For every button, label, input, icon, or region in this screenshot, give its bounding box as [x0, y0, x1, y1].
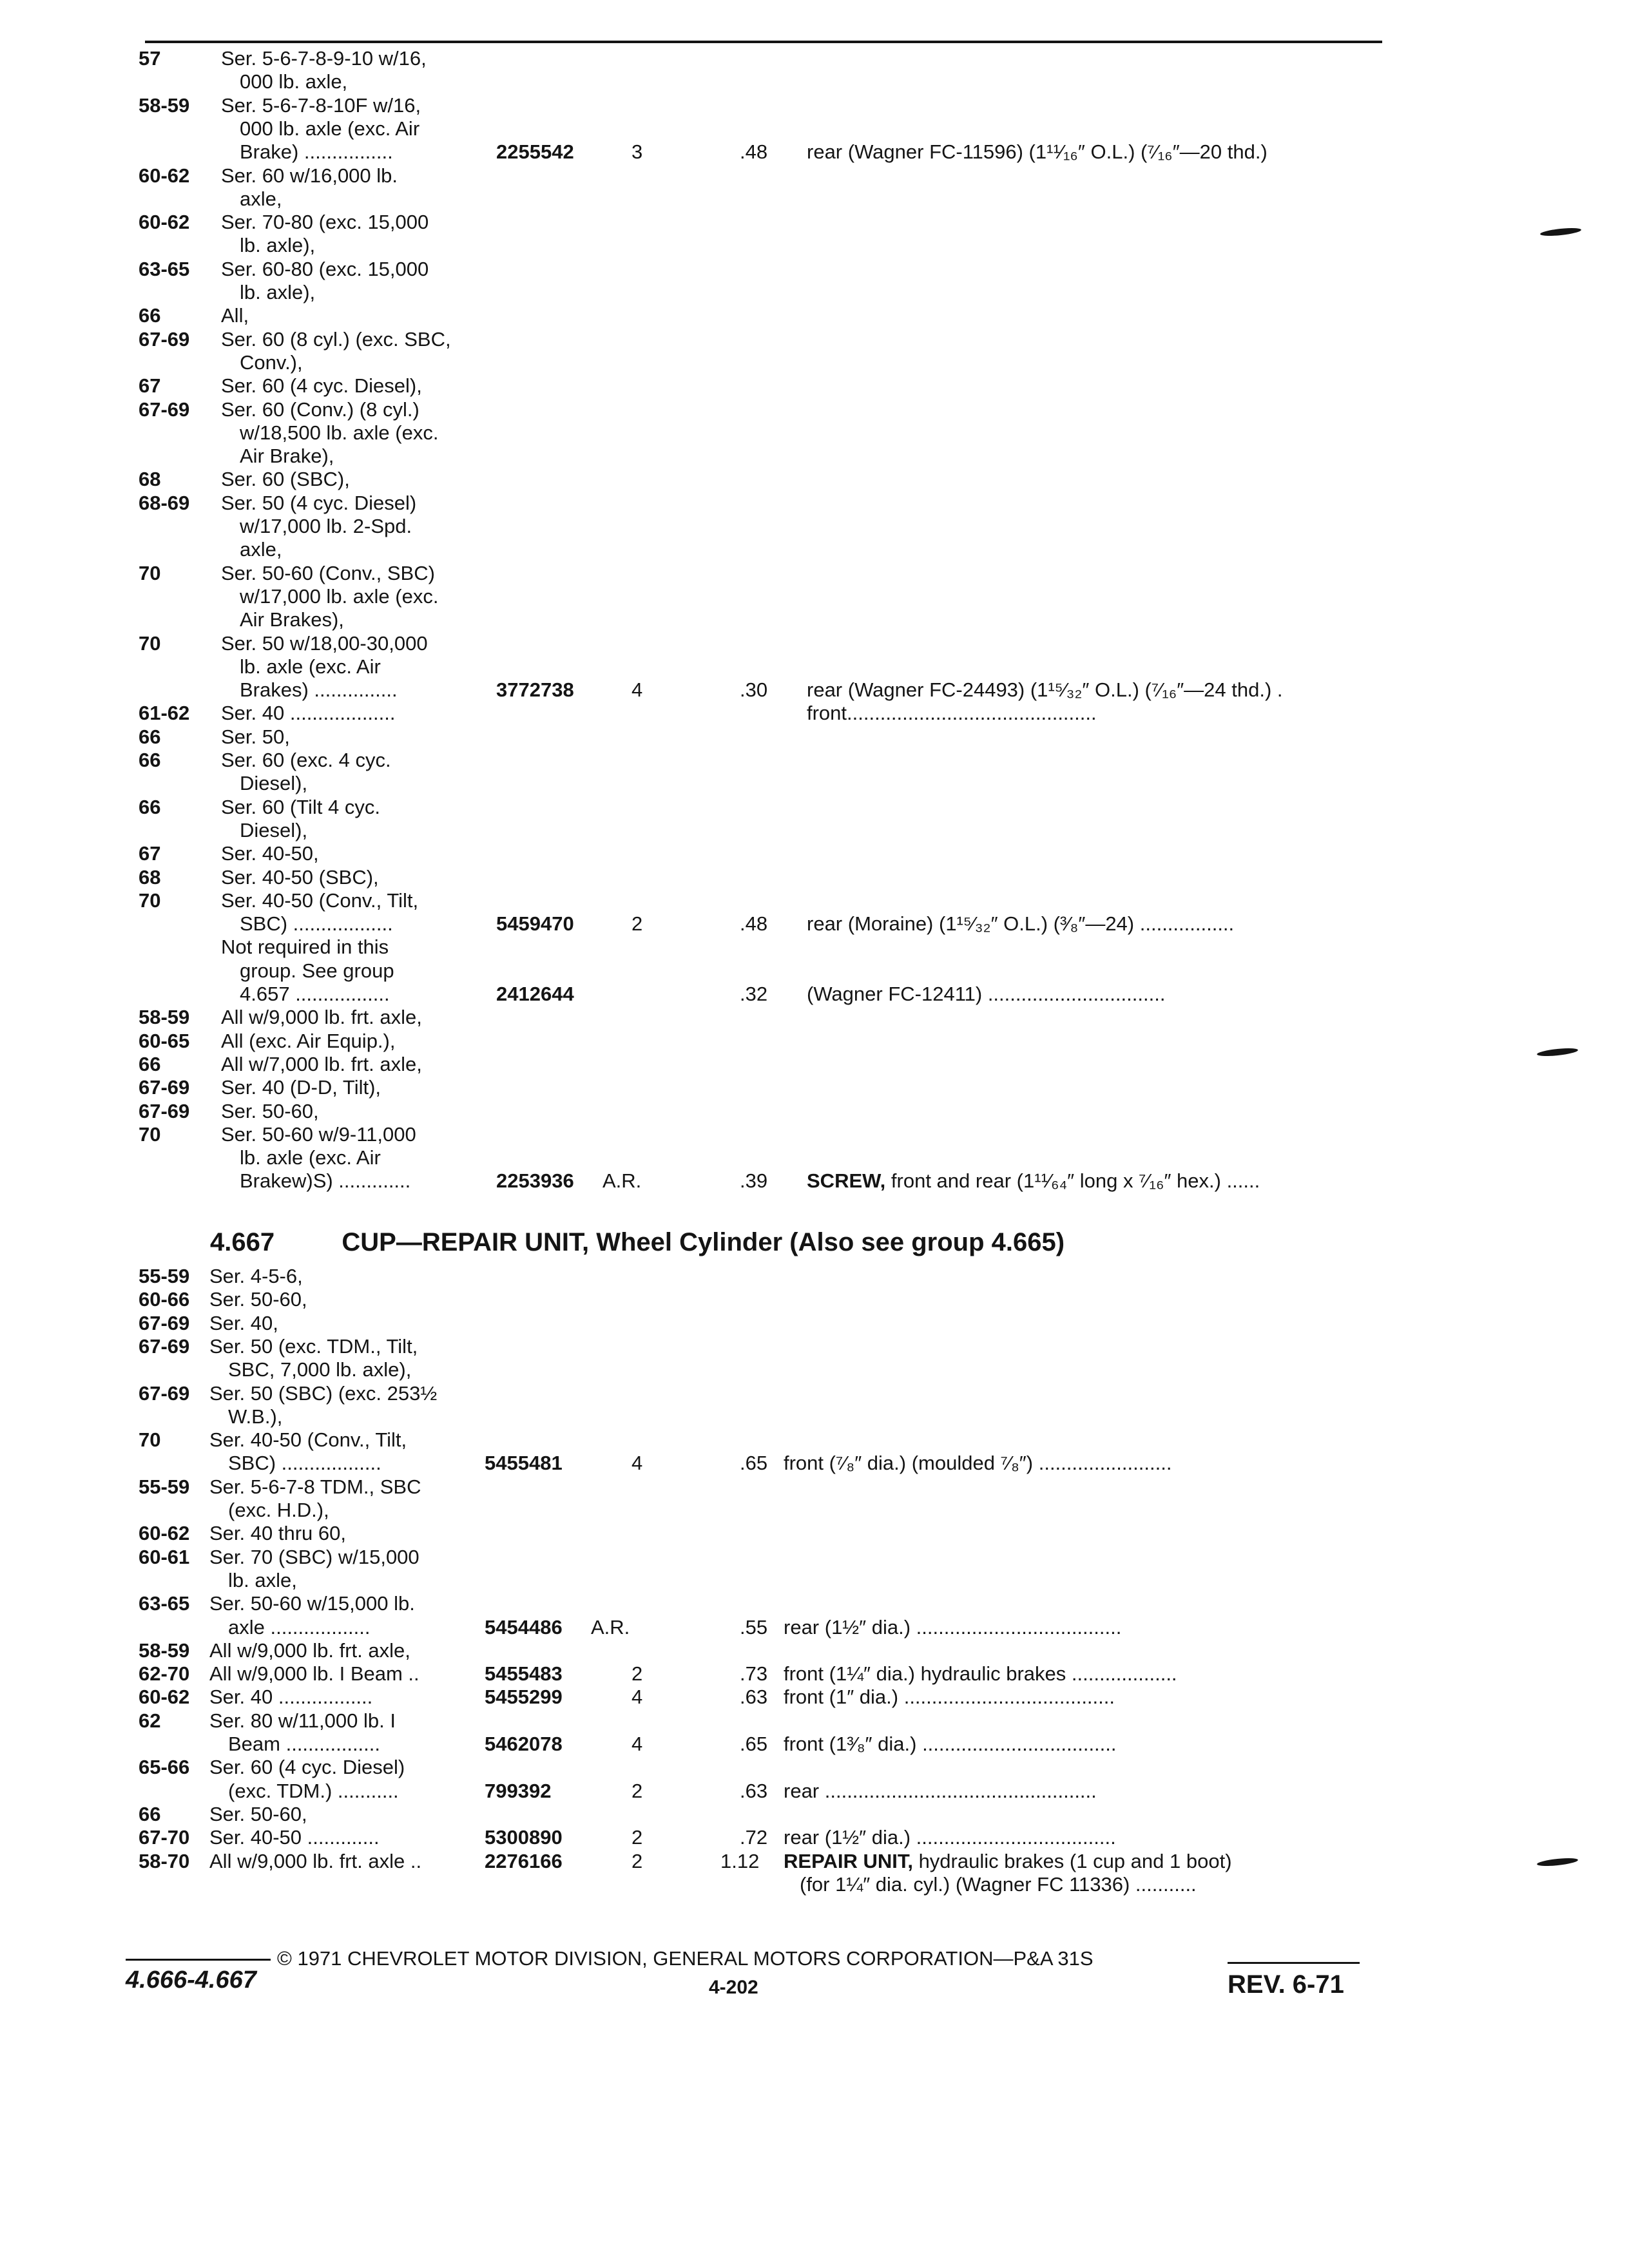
- list-price: .55: [740, 1615, 768, 1639]
- application-text: All w/9,000 lb. frt. axle ..: [209, 1849, 422, 1872]
- application-text: axle ..................: [228, 1615, 371, 1639]
- application-text: Ser. 60 (4 cyc. Diesel),: [221, 374, 422, 398]
- part-description: front (1″ dia.) ......................................: [784, 1686, 1115, 1709]
- list-price: .63: [740, 1779, 768, 1802]
- application-text: Ser. 40 .................: [209, 1686, 373, 1709]
- part-description: rear (Moraine) (1¹⁵⁄₃₂″ O.L.) (³⁄₈″—24) .................: [807, 912, 1235, 936]
- list-price: .30: [740, 678, 768, 702]
- model-year: 62: [139, 1709, 161, 1732]
- quantity: 2: [631, 1826, 643, 1849]
- footer-revision: REV. 6-71: [1228, 1970, 1344, 1999]
- application-text: Ser. 60 (exc. 4 cyc.: [221, 749, 391, 771]
- application-text: lb. axle),: [240, 234, 316, 257]
- model-year: 70: [139, 1122, 161, 1146]
- application-text: Brakew)S) .............: [240, 1169, 411, 1193]
- part-number: 2253936: [496, 1169, 574, 1193]
- application-text: group. See group: [240, 959, 394, 982]
- list-price: .32: [740, 983, 768, 1005]
- application-text: Ser. 50-60 (Conv., SBC): [221, 561, 435, 584]
- part-number: 5462078: [485, 1733, 563, 1755]
- model-year: 65-66: [139, 1756, 190, 1779]
- part-number: 3772738: [496, 678, 574, 702]
- application-text: Ser. 40 ...................: [221, 702, 396, 725]
- application-text: All,: [221, 304, 249, 327]
- part-number: 5459470: [496, 912, 574, 936]
- model-year: 70: [139, 1428, 161, 1452]
- model-year: 66: [139, 304, 161, 327]
- model-year: 60-62: [139, 164, 190, 187]
- quantity: 2: [631, 912, 643, 936]
- list-price: .73: [740, 1662, 768, 1686]
- application-text: w/18,500 lb. axle (exc.: [240, 421, 439, 444]
- model-year: 63-65: [139, 1592, 190, 1615]
- scan-mark-2: [1537, 1047, 1579, 1058]
- application-text: (exc. TDM.) ...........: [228, 1779, 399, 1802]
- application-text: Ser. 50-60 w/9-11,000: [221, 1122, 416, 1146]
- application-text: (exc. H.D.),: [228, 1499, 329, 1521]
- application-text: SBC) ..................: [228, 1452, 381, 1475]
- part-number: 5455481: [485, 1452, 563, 1475]
- part-number: 5455483: [485, 1662, 563, 1686]
- section-title: CUP—REPAIR UNIT, Wheel Cylinder (Also see group 4.665): [342, 1228, 1065, 1256]
- model-year: 68-69: [139, 491, 190, 514]
- application-text: Ser. 60 w/16,000 lb.: [221, 164, 398, 187]
- application-text: w/17,000 lb. axle (exc.: [240, 584, 439, 608]
- application-text: Ser. 40-50,: [221, 842, 319, 865]
- model-year: 58-59: [139, 1006, 190, 1029]
- application-text: lb. axle (exc. Air: [240, 655, 381, 678]
- part-description: SCREW, front and rear (1¹¹⁄₆₄″ long x ⁷⁄₁₆″ hex.) ......: [807, 1169, 1260, 1193]
- application-text: axle,: [240, 187, 282, 210]
- application-text: 4.657 .................: [240, 983, 390, 1005]
- model-year: 67-69: [139, 1076, 190, 1099]
- part-number: 2276166: [485, 1849, 563, 1872]
- part-description: rear (1½″ dia.) .....................................: [784, 1615, 1122, 1639]
- scan-mark-3: [1537, 1857, 1579, 1868]
- list-price: .72: [740, 1826, 768, 1849]
- model-year: 68: [139, 468, 161, 491]
- model-year: 70: [139, 561, 161, 584]
- application-text: Ser. 4-5-6,: [209, 1265, 303, 1287]
- model-year: 67-70: [139, 1826, 190, 1849]
- application-text: 000 lb. axle,: [240, 70, 348, 93]
- model-year: 68: [139, 865, 161, 889]
- model-year: 58-59: [139, 1639, 190, 1662]
- list-price: .65: [740, 1733, 768, 1755]
- part-description: front (1³⁄₈″ dia.) ...................................: [784, 1733, 1117, 1755]
- application-text: Ser. 40-50 (Conv., Tilt,: [209, 1428, 407, 1452]
- application-text: Air Brake),: [240, 445, 334, 468]
- application-text: lb. axle,: [228, 1568, 297, 1591]
- list-price: .63: [740, 1686, 768, 1709]
- application-text: w/17,000 lb. 2-Spd.: [240, 515, 412, 537]
- model-year: 66: [139, 1052, 161, 1075]
- model-year: 66: [139, 749, 161, 771]
- model-year: 67-69: [139, 1334, 190, 1358]
- model-year: 60-61: [139, 1545, 190, 1568]
- model-year: 67: [139, 374, 161, 398]
- application-text: Ser. 80 w/11,000 lb. I: [209, 1709, 396, 1732]
- application-text: All w/9,000 lb. I Beam ..: [209, 1662, 419, 1686]
- application-text: Ser. 50-60,: [221, 1099, 319, 1122]
- application-text: Ser. 40,: [209, 1311, 278, 1334]
- section-heading: [210, 1227, 1065, 1257]
- model-year: 66: [139, 795, 161, 818]
- part-description: REPAIR UNIT, hydraulic brakes (1 cup and 1 boot): [784, 1849, 1232, 1872]
- application-text: Ser. 60 (Tilt 4 cyc.: [221, 795, 380, 818]
- part-description: (Wagner FC-12411) ................................: [807, 983, 1166, 1005]
- application-text: Air Brakes),: [240, 608, 344, 631]
- footer-group-number: 4.666-4.667: [126, 1966, 256, 1994]
- list-price: .39: [740, 1169, 768, 1193]
- footer-rule-left: [126, 1959, 271, 1961]
- application-text: Conv.),: [240, 351, 303, 374]
- application-text: 000 lb. axle (exc. Air: [240, 117, 420, 140]
- quantity: 4: [631, 1733, 643, 1755]
- part-description-continued: (for 1¼″ dia. cyl.) (Wagner FC 11336) ...........: [800, 1872, 1197, 1896]
- application-text: lb. axle),: [240, 281, 316, 303]
- part-description: front (⁷⁄₈″ dia.) (moulded ⁷⁄₈″) ........................: [784, 1452, 1172, 1475]
- application-text: Ser. 5-6-7-8 TDM., SBC: [209, 1475, 421, 1498]
- model-year: 70: [139, 889, 161, 912]
- application-text: Ser. 60 (8 cyl.) (exc. SBC,: [221, 327, 451, 351]
- application-text: Ser. 5-6-7-8-9-10 w/16,: [221, 47, 427, 70]
- application-text: Ser. 50 (exc. TDM., Tilt,: [209, 1334, 418, 1358]
- application-text: Ser. 40-50 .............: [209, 1826, 380, 1849]
- application-text: Ser. 50-60,: [209, 1288, 307, 1311]
- model-year: 67-69: [139, 1311, 190, 1334]
- application-text: Brakes) ...............: [240, 678, 398, 702]
- application-text: lb. axle (exc. Air: [240, 1146, 381, 1169]
- top-rule: [145, 41, 1382, 43]
- part-description: front.............................................: [807, 702, 1097, 725]
- application-text: All w/9,000 lb. frt. axle,: [221, 1006, 422, 1029]
- application-text: Ser. 40-50 (Conv., Tilt,: [221, 889, 419, 912]
- quantity: 3: [631, 140, 643, 164]
- quantity: 4: [631, 1452, 643, 1475]
- application-text: Ser. 50-60,: [209, 1802, 307, 1825]
- footer-page-number: 4-202: [709, 1977, 758, 1998]
- application-text: SBC) ..................: [240, 912, 393, 936]
- application-text: Not required in this: [221, 936, 389, 959]
- quantity: 2: [631, 1849, 643, 1872]
- scan-mark-1: [1540, 227, 1582, 238]
- model-year: 60-62: [139, 1686, 190, 1709]
- application-text: Ser. 60 (4 cyc. Diesel): [209, 1756, 405, 1779]
- part-number: 5455299: [485, 1686, 563, 1709]
- section-number: 4.667: [210, 1228, 275, 1256]
- model-year: 58-59: [139, 93, 190, 117]
- item-name: REPAIR UNIT,: [784, 1849, 919, 1872]
- application-text: Ser. 40-50 (SBC),: [221, 865, 379, 889]
- quantity: 4: [631, 678, 643, 702]
- model-year: 57: [139, 47, 161, 70]
- part-description: rear .................................................: [784, 1779, 1097, 1802]
- part-description: rear (Wagner FC-11596) (1¹¹⁄₁₆″ O.L.) (⁷⁄₁₆″—20 thd.): [807, 140, 1268, 164]
- application-text: Ser. 50-60 w/15,000 lb.: [209, 1592, 415, 1615]
- application-text: Ser. 70 (SBC) w/15,000: [209, 1545, 419, 1568]
- application-text: Ser. 60 (SBC),: [221, 468, 350, 491]
- part-number: 799392: [485, 1779, 552, 1802]
- part-description: front (1¼″ dia.) hydraulic brakes ...................: [784, 1662, 1177, 1686]
- application-text: Ser. 50,: [221, 725, 290, 748]
- quantity: A.R.: [602, 1169, 642, 1193]
- model-year: 61-62: [139, 702, 190, 725]
- quantity: A.R.: [591, 1615, 630, 1639]
- application-text: Ser. 40 thru 60,: [209, 1522, 346, 1545]
- model-year: 63-65: [139, 257, 190, 280]
- application-text: Ser. 60-80 (exc. 15,000: [221, 257, 429, 280]
- application-text: W.B.),: [228, 1405, 283, 1428]
- application-text: Ser. 50 (4 cyc. Diesel): [221, 491, 417, 514]
- list-price: .48: [740, 140, 768, 164]
- application-text: Brake) ................: [240, 140, 393, 164]
- list-price: 1.12: [720, 1849, 760, 1872]
- application-text: axle,: [240, 538, 282, 561]
- model-year: 66: [139, 1802, 161, 1825]
- application-text: Ser. 50 w/18,00-30,000: [221, 631, 428, 655]
- model-year: 67-69: [139, 398, 190, 421]
- model-year: 60-62: [139, 211, 190, 234]
- list-price: .48: [740, 912, 768, 936]
- model-year: 67-69: [139, 1099, 190, 1122]
- application-text: Diesel),: [240, 818, 308, 841]
- model-year: 55-59: [139, 1265, 190, 1287]
- application-text: Ser. 60 (Conv.) (8 cyl.): [221, 398, 419, 421]
- application-text: Ser. 5-6-7-8-10F w/16,: [221, 93, 421, 117]
- part-number: 5454486: [485, 1615, 563, 1639]
- item-name: SCREW,: [807, 1169, 891, 1193]
- part-description: rear (Wagner FC-24493) (1¹⁵⁄₃₂″ O.L.) (⁷⁄₁₆″—24 thd.) .: [807, 678, 1283, 702]
- model-year: 67: [139, 842, 161, 865]
- model-year: 62-70: [139, 1662, 190, 1686]
- footer-rule-right: [1228, 1962, 1360, 1964]
- part-number: 2255542: [496, 140, 574, 164]
- part-number: 5300890: [485, 1826, 563, 1849]
- application-text: All w/9,000 lb. frt. axle,: [209, 1639, 410, 1662]
- model-year: 60-62: [139, 1522, 190, 1545]
- part-number: 2412644: [496, 983, 574, 1005]
- quantity: 2: [631, 1662, 643, 1686]
- application-text: Ser. 70-80 (exc. 15,000: [221, 211, 429, 234]
- application-text: SBC, 7,000 lb. axle),: [228, 1358, 412, 1381]
- model-year: 67-69: [139, 327, 190, 351]
- quantity: 2: [631, 1779, 643, 1802]
- application-text: Diesel),: [240, 772, 308, 795]
- application-text: Ser. 40 (D-D, Tilt),: [221, 1076, 381, 1099]
- application-text: Beam .................: [228, 1733, 381, 1755]
- model-year: 66: [139, 725, 161, 748]
- model-year: 70: [139, 631, 161, 655]
- list-price: .65: [740, 1452, 768, 1475]
- application-text: Ser. 50 (SBC) (exc. 253½: [209, 1381, 438, 1405]
- quantity: 4: [631, 1686, 643, 1709]
- model-year: 55-59: [139, 1475, 190, 1498]
- model-year: 67-69: [139, 1381, 190, 1405]
- part-description: rear (1½″ dia.) ....................................: [784, 1826, 1116, 1849]
- model-year: 60-66: [139, 1288, 190, 1311]
- model-year: 58-70: [139, 1849, 190, 1872]
- footer-copyright: © 1971 CHEVROLET MOTOR DIVISION, GENERAL MOTORS CORPORATION—P&A 31S: [277, 1947, 1094, 1970]
- application-text: All (exc. Air Equip.),: [221, 1029, 396, 1052]
- application-text: All w/7,000 lb. frt. axle,: [221, 1052, 422, 1075]
- model-year: 60-65: [139, 1029, 190, 1052]
